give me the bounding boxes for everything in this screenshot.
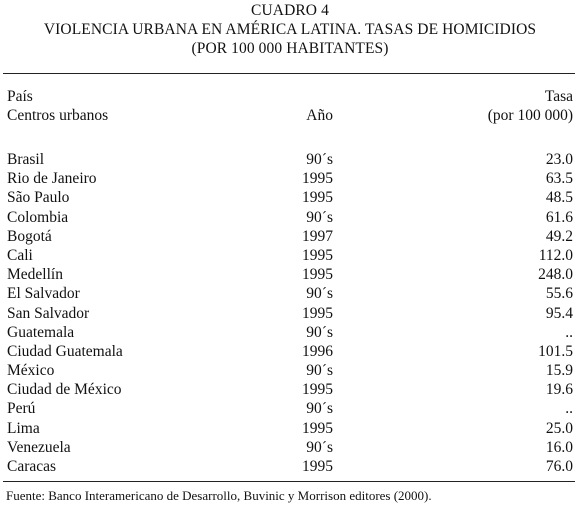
table-row xyxy=(0,399,580,418)
row-rate: .. xyxy=(565,323,573,341)
table-row xyxy=(0,438,580,457)
row-name: Ciudad de México xyxy=(7,381,122,399)
table-row xyxy=(0,284,580,303)
row-year: 1995 xyxy=(302,304,333,322)
row-year: 90´s xyxy=(306,323,333,341)
table-row xyxy=(0,265,580,284)
row-name: El Salvador xyxy=(7,285,80,303)
row-year: 1995 xyxy=(302,170,333,188)
header-urban-centers: Centros urbanos xyxy=(7,107,109,124)
row-name: Ciudad Guatemala xyxy=(7,342,123,360)
row-rate: 61.6 xyxy=(545,208,573,226)
table-row xyxy=(0,342,580,361)
row-name: Venezuela xyxy=(7,438,71,456)
row-rate: 95.4 xyxy=(545,304,573,322)
table-row xyxy=(0,457,580,476)
table-row xyxy=(0,188,580,207)
bottom-rule xyxy=(3,481,575,482)
row-year: 90´s xyxy=(306,151,333,168)
row-year: 90´s xyxy=(306,362,333,380)
row-year: 1996 xyxy=(302,342,333,360)
row-rate: 101.5 xyxy=(538,342,573,360)
table-title-block xyxy=(0,1,580,58)
table-body xyxy=(0,150,580,476)
header-country: País xyxy=(7,88,33,105)
table-row xyxy=(0,323,580,342)
row-rate: 25.0 xyxy=(545,419,573,437)
row-name: Guatemala xyxy=(7,323,75,341)
table-row xyxy=(0,380,580,399)
row-name: Perú xyxy=(7,400,36,418)
row-rate: 15.9 xyxy=(545,362,573,380)
table-row xyxy=(0,361,580,380)
row-rate: 63.5 xyxy=(545,170,573,188)
row-year: 1997 xyxy=(302,227,333,245)
row-rate: 248.0 xyxy=(538,266,573,284)
table-title: VIOLENCIA URBANA EN AMÉRICA LATINA. TASAS DE HOMICIDIOS xyxy=(43,21,537,38)
table-row xyxy=(0,419,580,438)
row-name: São Paulo xyxy=(7,189,70,207)
row-year: 90´s xyxy=(306,208,333,226)
row-name: Rio de Janeiro xyxy=(7,170,97,188)
row-rate: 23.0 xyxy=(545,151,573,168)
row-year: 1995 xyxy=(302,266,333,284)
row-name: Cali xyxy=(7,246,33,264)
row-year: 1995 xyxy=(302,458,333,475)
header-year: Año xyxy=(306,107,333,124)
row-year: 90´s xyxy=(306,438,333,456)
table-row xyxy=(0,246,580,265)
table-subtitle: (POR 100 000 HABITANTES) xyxy=(191,40,389,57)
row-name: Caracas xyxy=(7,458,57,475)
header-rate: Tasa xyxy=(544,88,573,105)
row-year: 1995 xyxy=(302,419,333,437)
row-rate: 16.0 xyxy=(545,438,573,456)
top-rule xyxy=(3,73,575,74)
header-rate-unit: (por 100 000) xyxy=(487,107,573,124)
row-name: Bogotá xyxy=(7,227,52,245)
table-row xyxy=(0,169,580,188)
row-name: Brasil xyxy=(7,151,45,168)
row-rate: 76.0 xyxy=(545,458,573,475)
row-year: 90´s xyxy=(306,285,333,303)
table-row xyxy=(0,150,580,169)
source-note: Fuente: Banco Interamericano de Desarrollo, Buvinic y Morrison editores (2000). xyxy=(6,488,432,503)
row-rate: .. xyxy=(565,400,573,418)
row-rate: 55.6 xyxy=(545,285,573,303)
row-name: Colombia xyxy=(7,208,69,226)
table-number: CUADRO 4 xyxy=(251,2,329,19)
row-rate: 112.0 xyxy=(538,246,573,264)
row-year: 90´s xyxy=(306,400,333,418)
row-name: México xyxy=(7,362,55,380)
row-year: 1995 xyxy=(302,381,333,399)
table-row xyxy=(0,227,580,246)
row-name: San Salvador xyxy=(7,304,90,322)
table-row xyxy=(0,304,580,323)
row-year: 1995 xyxy=(302,189,333,207)
table-row xyxy=(0,208,580,227)
row-name: Lima xyxy=(7,419,40,437)
row-rate: 48.5 xyxy=(545,189,573,207)
row-name: Medellín xyxy=(7,266,63,284)
row-year: 1995 xyxy=(302,246,333,264)
row-rate: 19.6 xyxy=(545,381,573,399)
row-rate: 49.2 xyxy=(545,227,573,245)
